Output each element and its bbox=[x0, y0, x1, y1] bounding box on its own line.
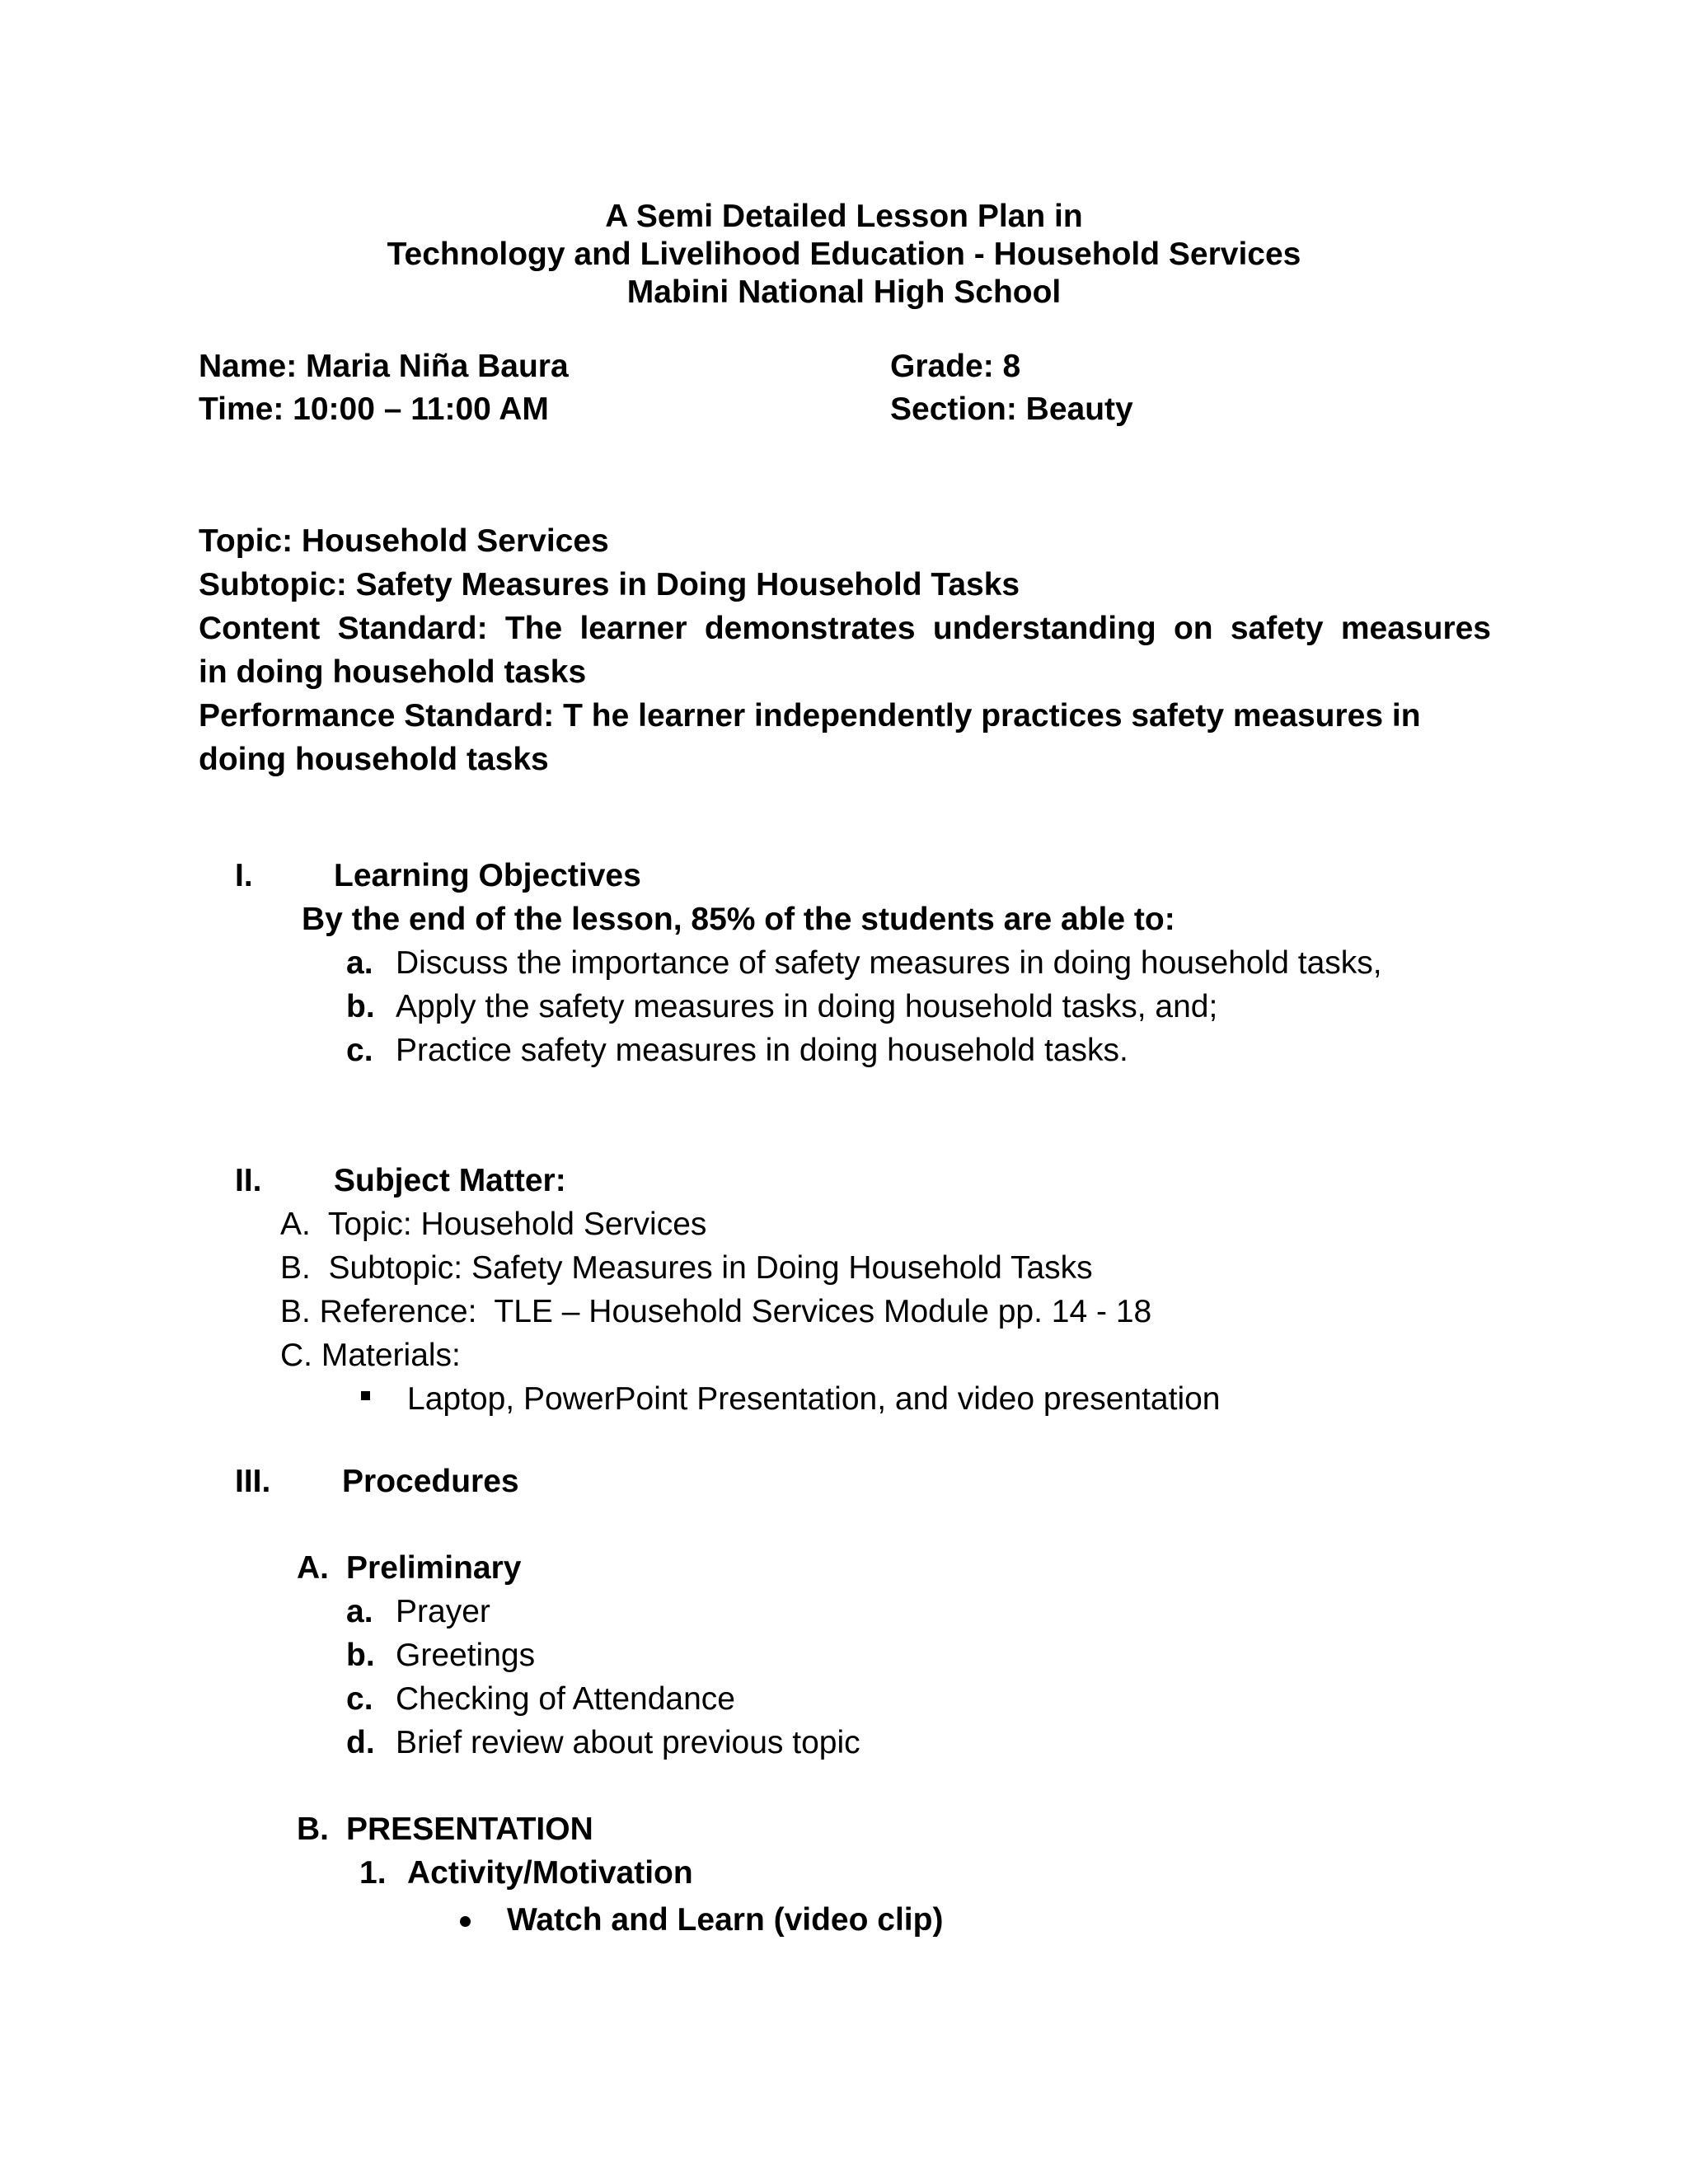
heading-marker: 1. bbox=[359, 1855, 387, 1891]
item-text: Practice safety measures in doing household tasks. bbox=[396, 1033, 1128, 1068]
topic: Topic: Household Services bbox=[199, 523, 609, 559]
item-text: Prayer bbox=[396, 1594, 490, 1629]
preliminary-item bbox=[346, 1590, 490, 1633]
doc-school: Mabini National High School bbox=[626, 274, 1062, 310]
objective-item bbox=[346, 985, 1217, 1029]
content-standard-line1: Content Standard: The learner demonstrates understanding on safety measures bbox=[199, 611, 1491, 646]
heading-marker: A. bbox=[297, 1550, 329, 1586]
heading-text: Preliminary bbox=[346, 1550, 522, 1586]
heading-marker: B. bbox=[297, 1811, 329, 1847]
activity-heading bbox=[359, 1851, 693, 1895]
doc-subject: Technology and Livelihood Education - Household Services bbox=[387, 237, 1301, 272]
item-text: Apply the safety measures in doing household tasks, and; bbox=[396, 989, 1218, 1024]
performance-standard-line1: Performance Standard: T he learner independently practices safety measures in bbox=[199, 698, 1421, 733]
item-text: Greetings bbox=[396, 1638, 536, 1673]
item-text: Discuss the importance of safety measures in doing household tasks, bbox=[396, 945, 1382, 981]
preliminary-item bbox=[346, 1677, 735, 1721]
heading-text: Activity/Motivation bbox=[407, 1855, 693, 1891]
performance-standard-line2: doing household tasks bbox=[199, 742, 549, 777]
round-bullet-icon bbox=[460, 1916, 471, 1927]
item-marker: a. bbox=[346, 1594, 373, 1629]
subject-item: C. Materials: bbox=[280, 1338, 461, 1373]
heading-text: PRESENTATION bbox=[346, 1811, 593, 1847]
item-marker: d. bbox=[346, 1725, 375, 1760]
section: Section: Beauty bbox=[890, 391, 1133, 427]
square-bullet-icon bbox=[361, 1391, 370, 1400]
subject-item: B. Subtopic: Safety Measures in Doing Household Tasks bbox=[280, 1250, 1093, 1286]
item-marker: b. bbox=[346, 989, 375, 1024]
subject-item: A. Topic: Household Services bbox=[280, 1207, 707, 1242]
objective-item bbox=[346, 941, 1382, 985]
preliminary-item bbox=[346, 1633, 535, 1677]
objectives-intro: By the end of the lesson, 85% of the students are able to: bbox=[302, 902, 1175, 937]
teacher-name: Name: Maria Niña Baura bbox=[199, 349, 569, 384]
doc-title: A Semi Detailed Lesson Plan in bbox=[605, 199, 1083, 234]
item-marker: c. bbox=[346, 1681, 373, 1717]
activity-bullet-text: Watch and Learn (video clip) bbox=[507, 1902, 944, 1938]
item-marker: b. bbox=[346, 1638, 375, 1673]
grade: Grade: 8 bbox=[890, 349, 1021, 384]
section2-title: Subject Matter: bbox=[334, 1163, 566, 1198]
item-marker: c. bbox=[346, 1033, 373, 1068]
subject-item: B. Reference: TLE – Household Services Module pp. 14 - 18 bbox=[280, 1294, 1152, 1329]
preliminary-heading bbox=[297, 1546, 521, 1590]
subtopic: Subtopic: Safety Measures in Doing Household Tasks bbox=[199, 567, 1020, 602]
section3-title: Procedures bbox=[342, 1464, 519, 1499]
objective-item bbox=[346, 1029, 1128, 1072]
preliminary-item bbox=[346, 1721, 860, 1765]
item-marker: a. bbox=[346, 945, 373, 981]
item-text: Brief review about previous topic bbox=[396, 1725, 860, 1760]
section2-numeral: II. bbox=[235, 1163, 262, 1198]
section3-numeral: III. bbox=[235, 1464, 271, 1499]
presentation-heading bbox=[297, 1807, 593, 1851]
materials-item: Laptop, PowerPoint Presentation, and video presentation bbox=[407, 1381, 1221, 1417]
item-text: Checking of Attendance bbox=[396, 1681, 735, 1717]
section1-numeral: I. bbox=[235, 858, 253, 893]
content-standard-line2: in doing household tasks bbox=[199, 654, 587, 690]
time: Time: 10:00 – 11:00 AM bbox=[199, 391, 549, 427]
section1-title: Learning Objectives bbox=[334, 858, 641, 893]
